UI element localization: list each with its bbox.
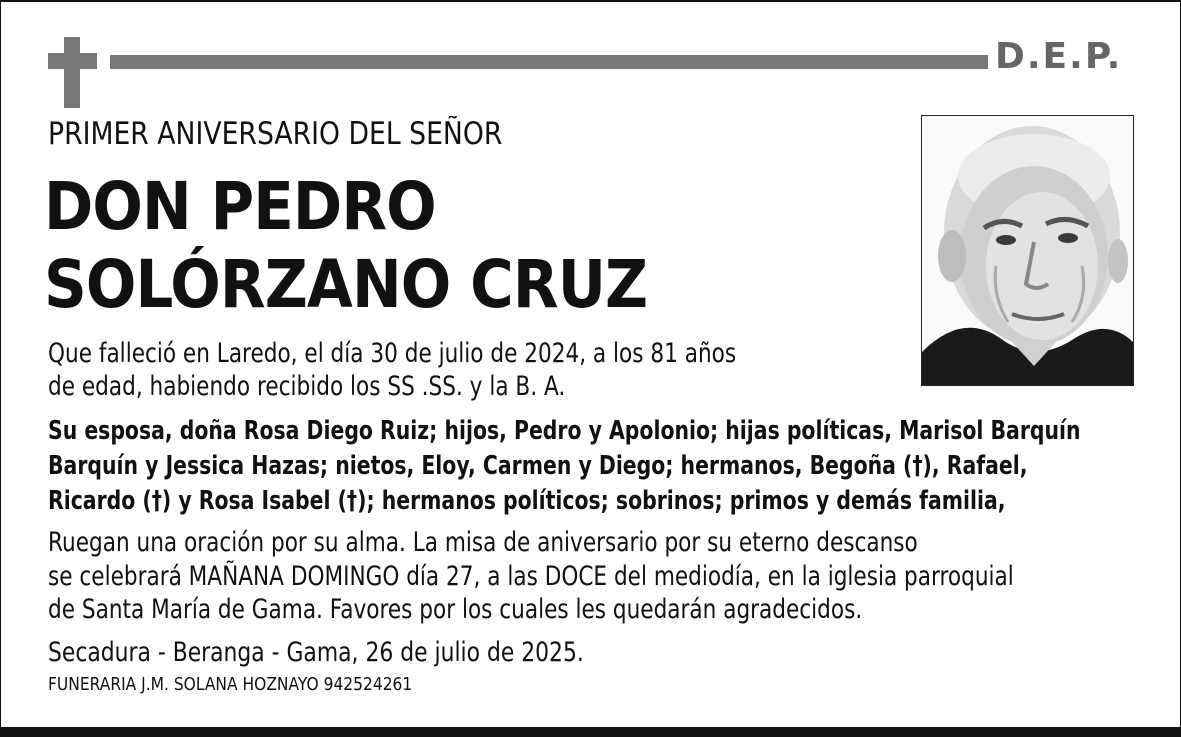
portrait-photo	[921, 115, 1134, 386]
death-line-2: de edad, habiendo recibido los SS .SS. y la B. A.	[48, 371, 566, 402]
family-line-3: Ricardo (†) y Rosa Isabel (†); hermanos políticos; sobrinos; primos y demás familia,	[48, 486, 1006, 516]
place-date: Secadura - Beranga - Gama, 26 de julio de 2025.	[48, 637, 584, 668]
funeral-home: FUNERARIA J.M. SOLANA HOZNAYO 942524261	[48, 674, 413, 695]
death-line-1: Que falleció en Laredo, el día 30 de julio de 2024, a los 81 años	[48, 338, 737, 369]
family-line-1: Su esposa, doña Rosa Diego Ruiz; hijos, Pedro y Apolonio; hijas políticas, Marisol Barquín	[48, 416, 1081, 446]
notice-subtitle: PRIMER ANIVERSARIO DEL SEÑOR	[48, 116, 503, 152]
family-line-2: Barquín y Jessica Hazas; nietos, Eloy, Carmen y Diego; hermanos, Begoña (†), Rafael,	[48, 451, 1028, 481]
mass-line-2: se celebrará MAÑANA DOMINGO día 27, a las DOCE del mediodía, en la iglesia parroquial	[48, 561, 1014, 592]
mass-line-3: de Santa María de Gama. Favores por los cuales les quedarán agradecidos.	[48, 594, 863, 625]
header-rule	[110, 55, 988, 69]
mass-line-1: Ruegan una oración por su alma. La misa de aniversario por su eterno descanso	[48, 527, 918, 558]
deceased-name-line-2: SOLÓRZANO CRUZ	[44, 246, 648, 323]
dep-label: D.E.P.	[995, 36, 1123, 77]
deceased-name-line-1: DON PEDRO	[44, 168, 436, 245]
bottom-border-bar	[0, 727, 1181, 737]
